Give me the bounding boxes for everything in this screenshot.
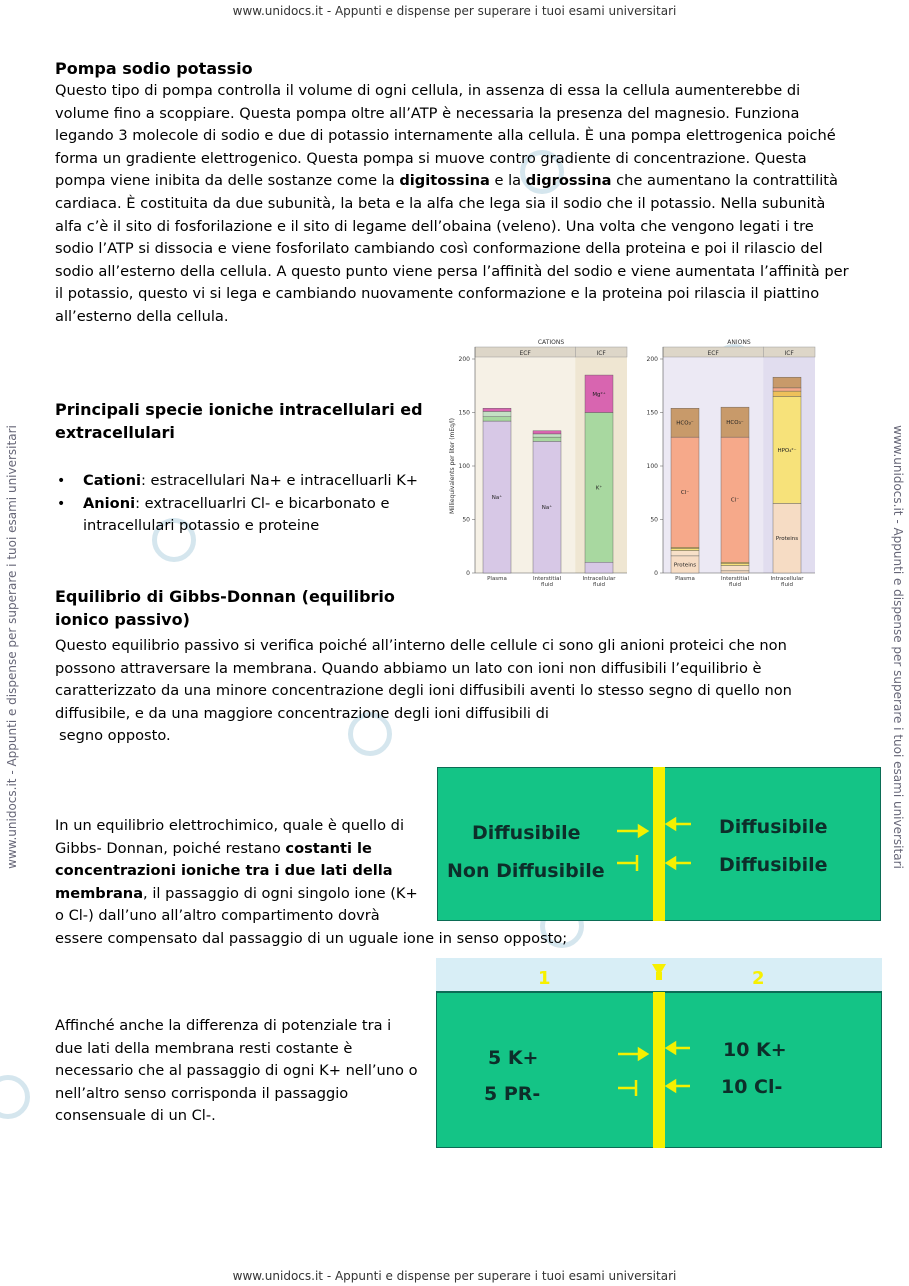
x-category-label: Intracellular bbox=[770, 576, 804, 582]
segment-label: K⁺ bbox=[595, 485, 603, 492]
y-axis-label: Milliequivalents per liter (mEq/l) bbox=[449, 417, 456, 515]
y-tick-label: 0 bbox=[466, 570, 470, 577]
group-label: ICF bbox=[596, 350, 606, 357]
panel-title: CATIONS bbox=[537, 339, 565, 346]
segment-label: Cl⁻ bbox=[680, 490, 690, 497]
membrane-bar bbox=[653, 992, 665, 1148]
ion-composition-chart bbox=[445, 335, 825, 595]
x-category-label: Interstitial bbox=[720, 576, 750, 582]
bold-term-digitossina: digitossina bbox=[399, 172, 490, 190]
label-left-k: 5 K+ bbox=[488, 1047, 539, 1069]
text-run: Questo equilibrio passivo si verifica poiché all’interno delle cellule ci sono gli anioni proteici che non possono attraversare la membrana. Quando abbiamo un lato con ioni non diffusibili l’equilibrio è caratterizzato da una minore concentrazione degli ioni diffusibili aventi lo stesso segno di quello non diffusibile, e da una maggiore concentrazione degli ioni diffusibili di bbox=[55, 637, 792, 722]
bar-segment bbox=[773, 377, 801, 388]
text-run: , il passaggio di ogni singolo ione (K+ o Cl-) dall’uno all’altro compartimento dovrà bbox=[55, 884, 418, 925]
bar-segment bbox=[773, 388, 801, 391]
bar-segment bbox=[721, 563, 749, 565]
panel-title: ANIONS bbox=[727, 339, 751, 346]
bar-segment bbox=[483, 408, 511, 411]
x-category-label: fluid bbox=[729, 582, 741, 588]
y-tick-label: 100 bbox=[646, 463, 658, 470]
paragraph-potential-difference: Affinché anche la differenza di potenziale tra i due lati della membrana resti costante è necessario che al passaggio di ogni K+ nell’uno o nell’altro senso corrisponda il passaggio consensuale di un Cl-. bbox=[55, 1017, 418, 1125]
bullet-label: Cationi bbox=[83, 472, 141, 489]
paragraph-electrochemical bbox=[55, 815, 420, 928]
group-label: ICF bbox=[784, 350, 794, 357]
x-category-label: Intracellular bbox=[582, 576, 616, 582]
paragraph-gibbs-donnan bbox=[55, 635, 815, 748]
label-right-cl: 10 Cl- bbox=[721, 1076, 783, 1098]
label-left-non-diffusible: Non Diffusibile bbox=[447, 860, 605, 882]
bar-segment bbox=[533, 437, 561, 441]
bullet-label: Anioni bbox=[83, 494, 136, 512]
ion-balance-diagram bbox=[436, 958, 882, 1148]
segment-label: HPO₄²⁻ bbox=[777, 447, 797, 454]
bar-segment bbox=[721, 571, 749, 573]
bar-segment bbox=[721, 566, 749, 571]
paragraph-pompa bbox=[55, 80, 855, 329]
segment-label: Proteins bbox=[673, 562, 697, 569]
bar-segment bbox=[533, 434, 561, 437]
segment-label: HCO₃⁻ bbox=[726, 420, 744, 427]
segment-label: Na⁺ bbox=[541, 505, 553, 512]
segment-label: Mg²⁺ bbox=[592, 391, 606, 398]
segment-label: HCO₃⁻ bbox=[676, 420, 694, 427]
segment-label: Na⁺ bbox=[491, 495, 503, 502]
segment-label: Proteins bbox=[775, 536, 799, 543]
bar-segment bbox=[533, 431, 561, 434]
x-category-label: Plasma bbox=[675, 576, 695, 582]
group-label: ECF bbox=[707, 350, 719, 357]
y-tick-label: 0 bbox=[654, 570, 658, 577]
x-category-label: fluid bbox=[781, 582, 793, 588]
y-tick-label: 200 bbox=[646, 356, 658, 363]
left-side-watermark: www.unidocs.it - Appunti e dispense per superare i tuoi esami universitari bbox=[5, 425, 19, 869]
bullet-text: : estracellulari Na+ e intracelluarli K+ bbox=[140, 472, 418, 489]
bullet-text: : extracelluarlri Cl- e bicarbonato e intracellulari potassio e proteine bbox=[83, 494, 390, 535]
x-category-label: fluid bbox=[593, 582, 605, 588]
label-left-diffusible: Diffusibile bbox=[472, 822, 581, 844]
y-tick-label: 100 bbox=[458, 463, 470, 470]
bar-segment bbox=[483, 411, 511, 416]
section-title-specie-ioniche: Principali specie ioniche intracellulari ed extracellulari bbox=[55, 400, 423, 442]
section-title-pompa: Pompa sodio potassio bbox=[55, 59, 253, 78]
paragraph-electrochemical-end: essere compensato dal passaggio di un uguale ione in senso opposto; bbox=[55, 930, 568, 947]
text-run: che aumentano la contrattilità cardiaca. È costituita da due subunità, la beta e la alfa che lega sia il sodio che il potassio. Nella subunità alfa c’è il sito di fosforilazione e il sito di legame dell’obaina (veleno). Una volta che vengono legati i tre sodio l’ATP si dissocia e viene fosforilato cambiando così conformazione della proteina e poi il rilascio del sodio all’esterno della cellula. A questo punto viene persa l’affinità del sodio e viene aumentata l’affinità per il potassio, questo vi si lega e cambiando nuovamente conformazione e la proteina poi rilascia il piattino all’esterno della cellula. bbox=[55, 172, 849, 325]
text-run: e la bbox=[489, 172, 526, 190]
bar-segment bbox=[671, 548, 699, 550]
x-category-label: Interstitial bbox=[532, 576, 562, 582]
page-header: www.unidocs.it - Appunti e dispense per superare i tuoi esami universitari bbox=[232, 4, 677, 18]
bold-constant-concentrations: costanti le concentrazioni ioniche tra i due lati della membrana bbox=[55, 839, 393, 902]
text-run: Questo tipo di pompa controlla il volume di ogni cellula, in assenza di essa la cellula aumenterebbe di volume fino a scoppiare. Questa pompa oltre all’ATP è necessaria la presenza del magnesio. Funziona legando 3 molecole di sodio e due di potassio internamente alla cellula. È una pompa elettrogenica poiché forma un gradiente elettrogenico. Questa pompa si muove contro gradiente di concentrazione. Questa pompa viene inibita da delle sostanze come la bbox=[55, 82, 836, 190]
label-right-diffusible-top: Diffusibile bbox=[719, 816, 828, 838]
x-category-label: fluid bbox=[541, 582, 553, 588]
bar-segment bbox=[483, 417, 511, 421]
watermark-logo-icon bbox=[0, 1075, 30, 1119]
label-left-pr: 5 PR- bbox=[484, 1083, 541, 1105]
group-label: ECF bbox=[519, 350, 531, 357]
y-tick-label: 150 bbox=[646, 409, 658, 417]
bar-segment bbox=[671, 551, 699, 556]
list-item bbox=[55, 493, 425, 538]
segment-label: Cl⁻ bbox=[730, 497, 740, 504]
y-tick-label: 50 bbox=[462, 516, 470, 524]
compartment-label-1: 1 bbox=[538, 968, 551, 989]
bar-segment bbox=[585, 562, 613, 573]
right-side-watermark: www.unidocs.it - Appunti e dispense per superare i tuoi esami universitari bbox=[891, 425, 905, 869]
text-run: In un equilibrio elettrochimico, quale è quello di Gibbs- Donnan, poiché restano bbox=[55, 817, 404, 857]
text-run: segno opposto. bbox=[59, 727, 171, 745]
label-right-diffusible-bottom: Diffusibile bbox=[719, 854, 828, 876]
page-footer: www.unidocs.it - Appunti e dispense per superare i tuoi esami universitari bbox=[232, 1269, 677, 1283]
bar-segment bbox=[773, 391, 801, 396]
y-tick-label: 150 bbox=[458, 409, 470, 417]
x-category-label: Plasma bbox=[487, 576, 507, 582]
ion-bullet-list bbox=[55, 470, 425, 538]
y-tick-label: 50 bbox=[650, 516, 658, 524]
diffusibility-diagram bbox=[437, 767, 881, 921]
section-title-gibbs-donnan: Equilibrio di Gibbs-Donnan (equilibrio ionico passivo) bbox=[55, 587, 395, 629]
membrane-bar bbox=[653, 767, 665, 921]
compartment-label-2: 2 bbox=[752, 968, 765, 989]
list-item bbox=[55, 470, 425, 493]
y-tick-label: 200 bbox=[458, 356, 470, 363]
bold-term-digrossina: digrossina bbox=[525, 172, 612, 190]
label-right-k: 10 K+ bbox=[723, 1039, 787, 1061]
